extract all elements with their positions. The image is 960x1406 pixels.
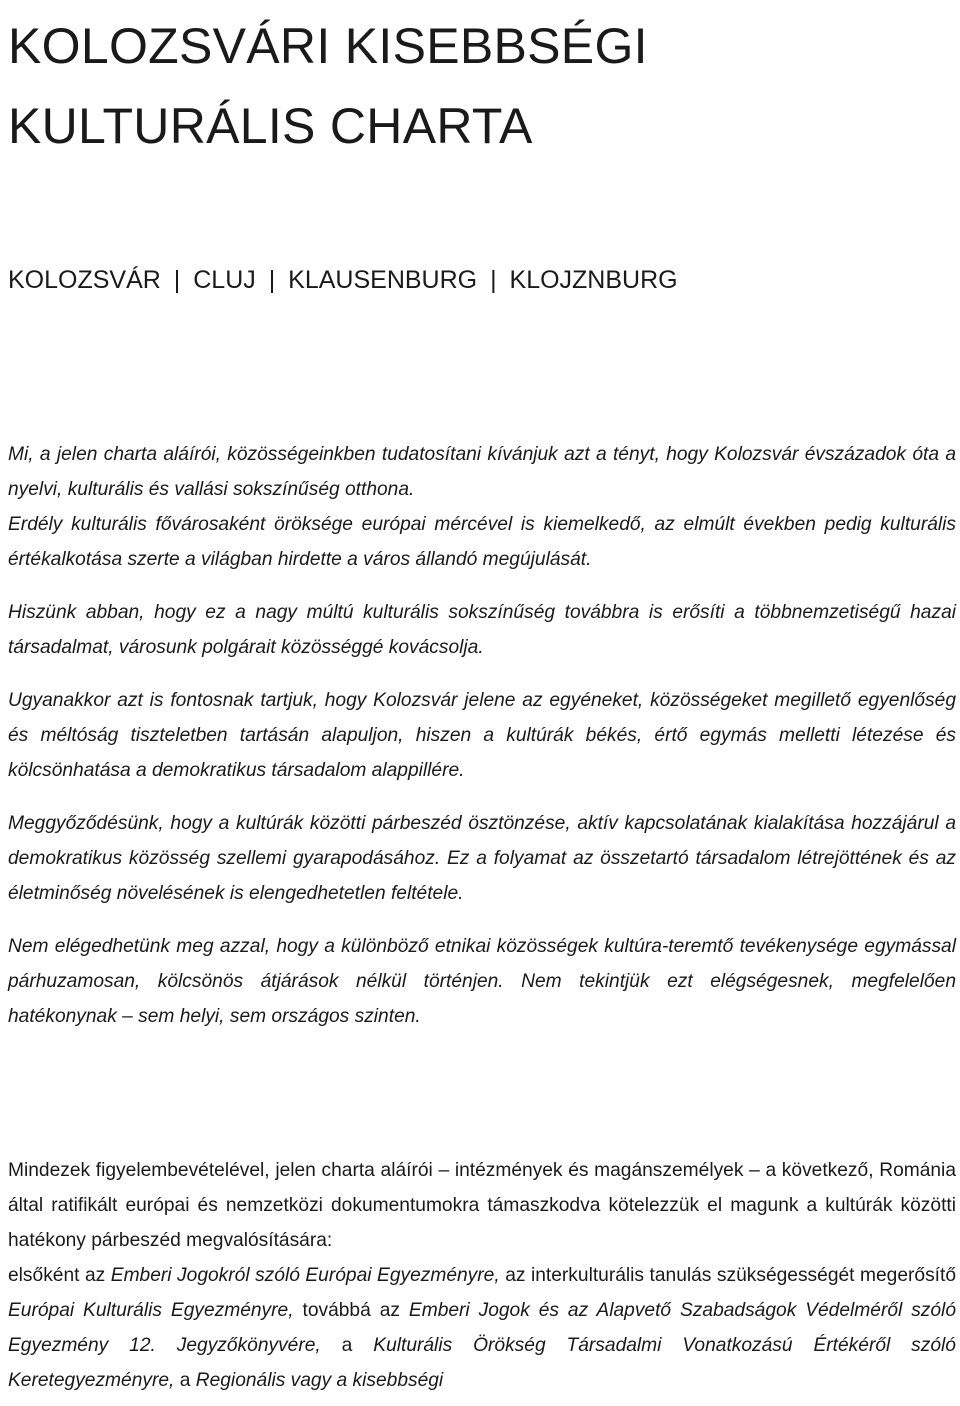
- intro-paragraph: Nem elégedhetünk meg azzal, hogy a különböző etnikai közösségek kultúra-teremtő tevékenysége egymással párhuzamosan, kölcsönös átjárások nélkül történjen. Nem tekintjük ezt elégségesnek, megfelelően hatékonynak – sem helyi, sem országos szinten.: [8, 936, 956, 1027]
- document-title-ref: Európai Kulturális Egyezményre,: [8, 1300, 294, 1321]
- document-title-ref: Kulturális Örökség Társadalmi Vonatkozású Értékéről szóló Keretegyezményre,: [8, 1335, 956, 1391]
- list-intro-text: elsőként az: [8, 1265, 106, 1286]
- separator: |: [268, 266, 276, 294]
- city-name: KLOJZNBURG: [509, 266, 678, 294]
- connector-text: az interkulturális tanulás szükségességét megerősítő: [505, 1265, 956, 1286]
- document-title-ref: Regionális vagy a kisebbségi: [195, 1370, 444, 1391]
- document-page: [8, 0, 956, 1406]
- document-title-ref: Emberi Jogokról szóló Európai Egyezményre,: [110, 1265, 500, 1286]
- title-line-1: KOLOZSVÁRI KISEBBSÉGI: [8, 18, 648, 74]
- intro-section: [8, 437, 956, 1052]
- intro-paragraph: Meggyőződésünk, hogy a kultúrák közötti párbeszéd ösztönzése, aktív kapcsolatának kialakítása hozzájárul a demokratikus közösség szellemi gyarapodásához. Ez a folyamat az összetartó társadalom létrejöttének és az életminőség növelésének is elengedhetetlen feltétele.: [8, 813, 956, 904]
- city-name: KLAUSENBURG: [288, 266, 478, 294]
- intro-paragraph: Hiszünk abban, hogy ez a nagy múltú kulturális sokszínűség továbbra is erősíti a többnemzetiségű hazai társadalmat, városunk polgárait közösséggé kovácsolja.: [8, 602, 956, 658]
- intro-paragraph: Erdély kulturális fővárosaként öröksége európai mércével is kiemelkedő, az elmúlt években pedig kulturális értékalkotása szerte a világban hirdette a város állandó megújulását.: [8, 514, 956, 570]
- document-title-ref: Emberi Jogok és az Alapvető Szabadságok Védelméről szóló Egyezmény 12. Jegyzőkönyvére,: [8, 1300, 956, 1356]
- title-line-2: KULTURÁLIS CHARTA: [8, 98, 533, 154]
- connector-text: a: [179, 1370, 191, 1391]
- separator: |: [173, 266, 181, 294]
- document-title: [8, 6, 648, 166]
- connector-text: továbbá az: [302, 1300, 400, 1321]
- commitment-section: [8, 1153, 956, 1398]
- documents-list-paragraph: [8, 1258, 956, 1398]
- city-names-subtitle: [8, 262, 678, 298]
- intro-paragraph: Mi, a jelen charta aláírói, közösségeinkben tudatosítani kívánjuk azt a tényt, hogy Kolozsvár évszázadok óta a nyelvi, kulturális és vallási sokszínűség otthona.: [8, 444, 956, 500]
- city-name: KOLOZSVÁR: [8, 266, 161, 294]
- city-name: CLUJ: [193, 266, 256, 294]
- separator: |: [490, 266, 497, 294]
- intro-paragraph: Ugyanakkor azt is fontosnak tartjuk, hogy Kolozsvár jelene az egyéneket, közösségeket megillető egyenlőség és méltóság tiszteletben tartásán alapuljon, hiszen a kultúrák békés, értő egymás melletti létezése és kölcsönhatása a demokratikus társadalom alappillére.: [8, 690, 956, 781]
- connector-text: a: [341, 1335, 353, 1356]
- commitment-paragraph: Mindezek figyelembevételével, jelen charta aláírói – intézmények és magánszemélyek – a következő, Románia által ratifikált európai és nemzetközi dokumentumokra támaszkodva kötelezzük el magunk a kultúrák közötti hatékony párbeszéd megvalósítására:: [8, 1160, 956, 1251]
